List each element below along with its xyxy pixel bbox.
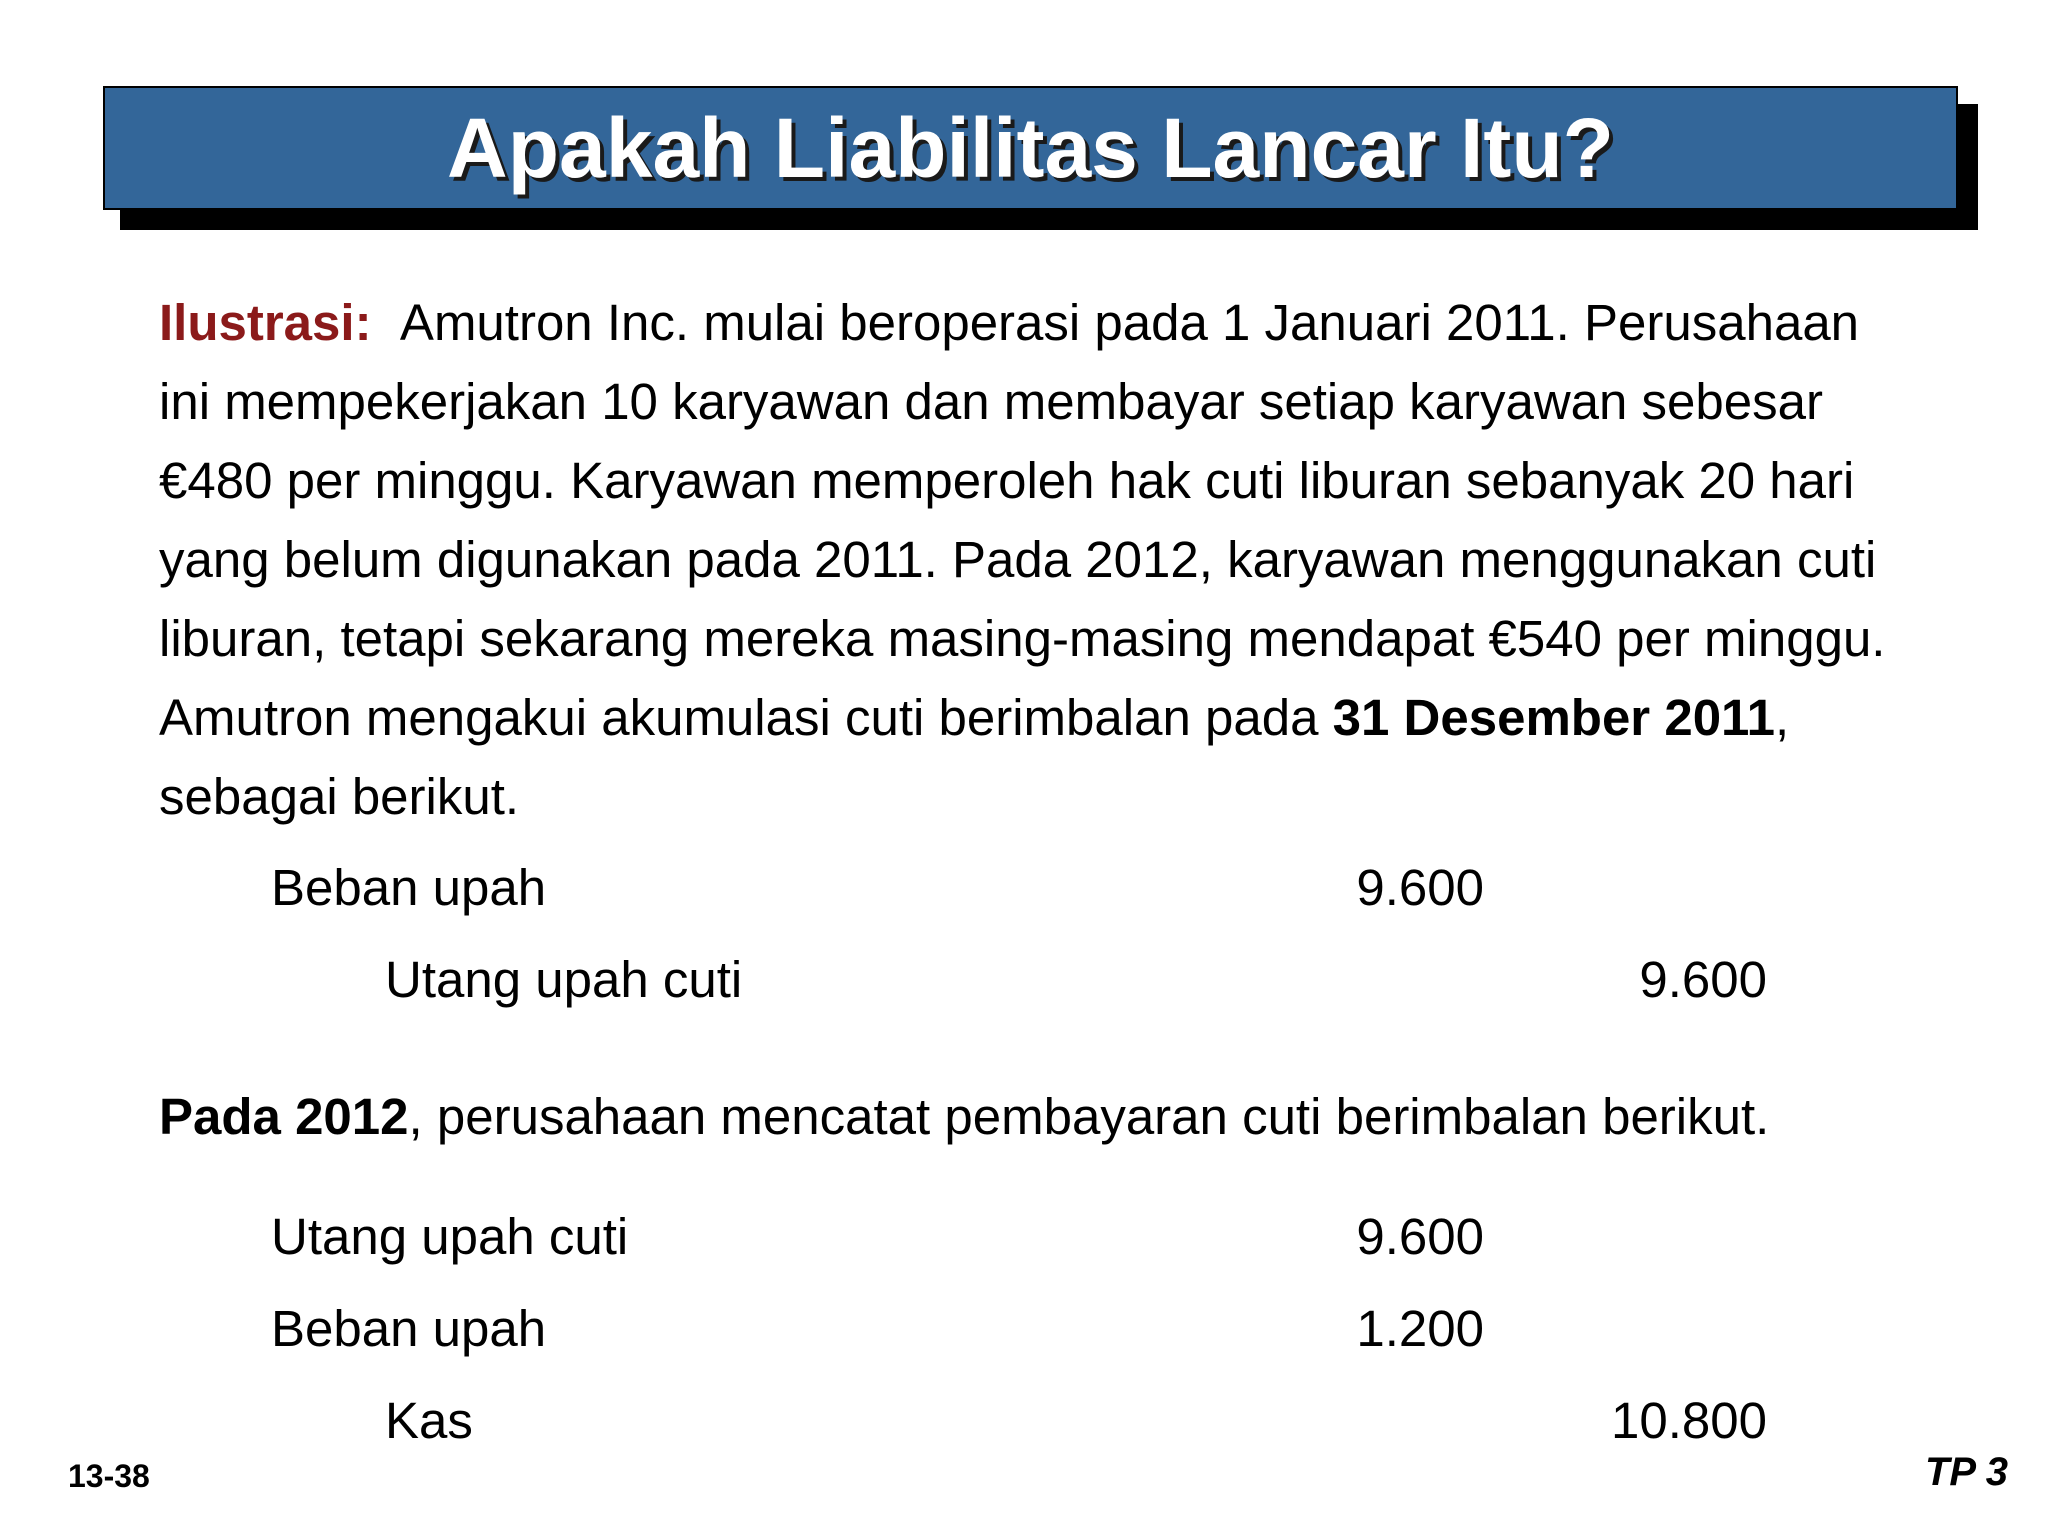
title-banner [103, 86, 1958, 210]
entry1-account-2: Utang upah cuti [385, 951, 743, 1008]
entry2-debit-1: 9.600 [1356, 1208, 1484, 1265]
sentence-2012 [159, 1087, 1769, 1146]
entry1-debit-1: 9.600 [1356, 859, 1484, 916]
slide-title: Apakah Liabilitas Lancar Itu? [447, 100, 1614, 195]
sentence-2012-rest: , perusahaan mencatat pembayaran cuti berimbalan berikut. [408, 1088, 1770, 1145]
illustration-text: Amutron Inc. mulai beroperasi pada 1 Januari 2011. Perusahaan ini mempekerjakan 10 karyawan dan membayar setiap karyawan sebesar €480 per minggu. Karyawan memperoleh hak cuti liburan sebanyak 20 hari yang belum digunakan pada 2011. Pada 2012, karyawan menggunakan cuti liburan, tetapi sekarang mereka masing-masing mendapat €540 per minggu. Amutron mengakui akumulasi cuti berimbalan pada [159, 294, 1886, 746]
tp-label: TP 3 [1925, 1450, 2008, 1494]
illustration-text-end: , sebagai berikut. [159, 689, 1790, 825]
entry2-debit-2: 1.200 [1356, 1300, 1484, 1357]
entry2-credit-3: 10.800 [1611, 1392, 1767, 1449]
illustration-date: 31 Desember 2011 [1332, 689, 1775, 746]
entry2-account-3: Kas [385, 1392, 473, 1449]
slide-number: 13-38 [68, 1458, 150, 1494]
entry1-credit-2: 9.600 [1639, 951, 1767, 1008]
illustration-label: Ilustrasi: [159, 294, 372, 351]
sentence-2012-bold: Pada 2012 [159, 1088, 409, 1145]
entry2-account-2: Beban upah [271, 1300, 547, 1357]
illustration-paragraph [159, 283, 1919, 836]
entry2-account-1: Utang upah cuti [271, 1208, 629, 1265]
entry1-account-1: Beban upah [271, 859, 547, 916]
